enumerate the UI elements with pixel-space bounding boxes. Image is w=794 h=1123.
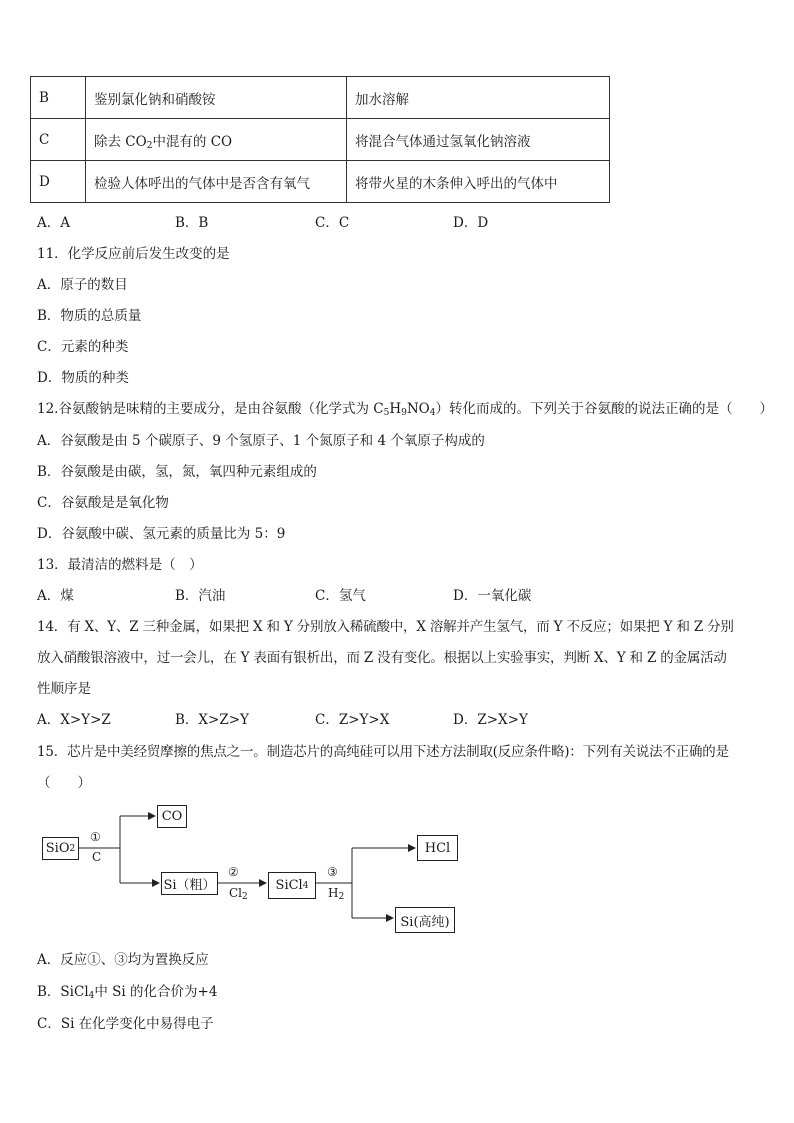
question-stem-line: （ ）: [37, 775, 91, 791]
table-cell-method: 将混合气体通过氢氧化钠溶液: [347, 119, 610, 161]
table-cell-method: 加水溶解: [347, 77, 610, 119]
question-stem: 13．最清洁的燃料是（ ）: [37, 557, 203, 573]
option-text: B．SiCl: [37, 984, 89, 1000]
reagent-text: Cl: [229, 886, 243, 900]
stem-text: ）转化而成的。下列关于谷氨酸的说法正确的是（ ）: [435, 401, 773, 417]
option-a: A．X>Y>Z: [37, 712, 111, 728]
stem-text: NO: [406, 401, 430, 417]
table-cell-purpose: 检验人体呼出的气体中是否含有氧气: [86, 161, 347, 203]
option-c: C．氢气: [315, 588, 366, 604]
question-stem: 11．化学反应前后发生改变的是: [37, 246, 230, 262]
reagent-text: H: [328, 886, 339, 900]
option-b: B．汽油: [175, 588, 226, 604]
option-a: A．反应①、③均为置换反应: [37, 952, 209, 968]
purpose-text: 除去 CO: [94, 133, 147, 150]
subscript: 2: [146, 140, 153, 151]
question-stem-line: 15．芯片是中美经贸摩擦的焦点之一。制造芯片的高纯硅可以用下述方法制取(反应条件略)：下列有关说法不正确的是: [37, 744, 729, 760]
subscript: 5: [383, 408, 390, 418]
subscript: 9: [401, 408, 407, 418]
option-d: D．D: [453, 215, 489, 231]
option-d: D．谷氨酸中碳、氢元素的质量比为 5：9: [37, 526, 286, 542]
option-d: D．Z>X>Y: [453, 712, 528, 728]
table-cell-purpose: 鉴别氯化钠和硝酸铵: [86, 77, 347, 119]
node-sicl4: SiCl 4: [268, 872, 316, 899]
stem-text: H: [389, 401, 402, 417]
table-cell-letter: D: [31, 161, 86, 203]
option-c: C．谷氨酸是是氧化物: [37, 495, 169, 511]
node-co: CO: [157, 805, 187, 828]
option-b: [37, 980, 217, 1000]
node-label: SiO: [45, 841, 70, 856]
table-cell-letter: C: [31, 119, 86, 161]
table-cell-method: 将带火星的木条伸入呼出的气体中: [347, 161, 610, 203]
option-b: B．物质的总质量: [37, 308, 142, 324]
table-cell-letter: B: [31, 77, 86, 119]
reagent-1-label: C: [92, 850, 102, 864]
option-a: A．原子的数目: [37, 277, 128, 293]
step-1-label: ①: [90, 830, 101, 844]
option-c: C．C: [315, 215, 350, 231]
node-label: SiCl: [275, 878, 303, 893]
option-a: A．谷氨酸是由 5 个碳原子、9 个氢原子、1 个氮原子和 4 个氧原子构成的: [37, 433, 485, 449]
option-c: C．Si 在化学变化中易得电子: [37, 1016, 214, 1032]
purpose-text: 中混有的 CO: [152, 133, 233, 150]
reagent-3-label: [328, 886, 344, 900]
node-si-pure: Si(高纯): [395, 907, 455, 933]
node-hcl: HCl: [417, 835, 458, 861]
option-b: B．谷氨酸是由碳，氢，氮，氧四种元素组成的: [37, 464, 317, 480]
node-sio2: SiO 2: [42, 837, 79, 860]
step-2-label: ②: [228, 865, 239, 879]
question-stem-line: 放入硝酸银溶液中，过一会儿，在 Y 表面有银析出，而 Z 没有变化。根据以上实验事实，判断 X、Y 和 Z 的金属活动: [37, 650, 727, 666]
option-b: B．X>Z>Y: [175, 712, 249, 728]
question-stem-line: 性顺序是: [37, 681, 91, 697]
option-b: B．B: [175, 215, 209, 231]
node-si-crude: Si（粗）: [161, 872, 218, 895]
option-a: A．A: [37, 215, 70, 231]
option-c: C．元素的种类: [37, 339, 129, 355]
subscript: 4: [429, 408, 436, 418]
option-text: 中 Si 的化合价为+4: [94, 984, 218, 1000]
option-d: D．物质的种类: [37, 370, 129, 386]
option-c: C．Z>Y>X: [315, 712, 390, 728]
subscript: 2: [338, 892, 345, 902]
question-stem-line: 14．有 X、Y、Z 三种金属，如果把 X 和 Y 分别放入稀硫酸中，X 溶解并产生氢气，而 Y 不反应；如果把 Y 和 Z 分别: [37, 619, 734, 635]
option-d: D．一氧化碳: [453, 588, 532, 604]
reagent-2-label: [229, 886, 248, 900]
subscript: 4: [88, 991, 95, 1001]
subscript: 2: [242, 892, 248, 902]
step-3-label: ③: [327, 865, 338, 879]
option-a: A．煤: [37, 588, 74, 604]
stem-text: 12.谷氨酸钠是味精的主要成分，是由谷氨酸（化学式为 C: [37, 401, 384, 417]
